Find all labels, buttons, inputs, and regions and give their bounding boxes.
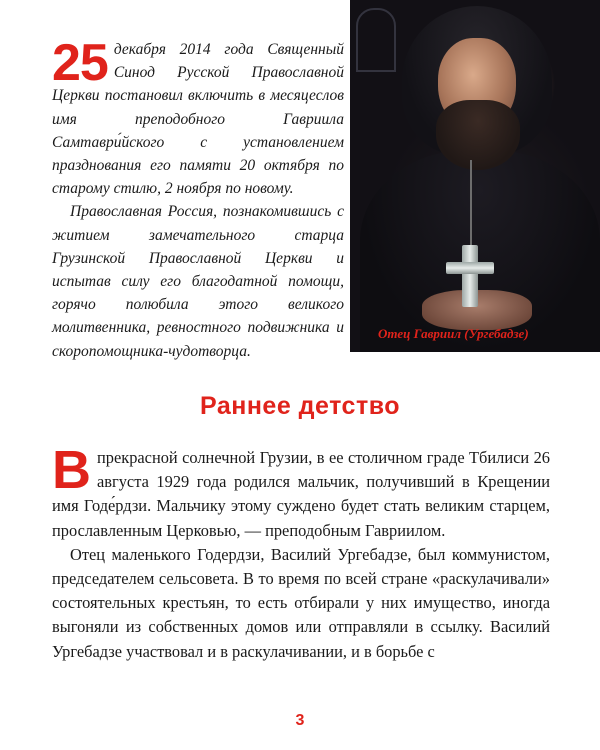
section-body — [52, 440, 550, 664]
intro-paragraph-2: Православная Россия, познакомившись с житием замечательного старца Грузинской Православной Церкви и испытав силу его благодатной помощи, горячо полюбила этого великого молитвенника, ревностного подвижника и скоропомощника-чудотворца. — [52, 203, 344, 360]
body-paragraph-1: прекрасной солнечной Грузии, в ее столичном граде Тбилиси 26 августа 1929 года родился мальчик, получивший в Крещении имя Годе́рдзи. Мальчику этому суждено будет стать великим старцем, прославленным Церковью, — преподобным Гавриилом. — [52, 448, 550, 540]
intro-text-block — [52, 34, 344, 363]
background-window-shape — [356, 8, 396, 72]
cross-chain — [470, 160, 472, 250]
portrait-photo — [350, 0, 600, 352]
drop-cap-letter: В — [52, 440, 91, 500]
photo-caption: Отец Гавриил (Ургебадзе) — [378, 326, 529, 341]
body-paragraph-2: Отец маленького Годердзи, Василий Ургебадзе, был коммунистом, председателем сельсовета. В то время по всей стране «раскулачивали» состоятельных крестьян, то есть отбирали у них имущество, иногда выгоняли из собственных домов или отправляли в ссылку. Василий Ургебадзе участвовал и в раскулачивании, и в борьбе с — [52, 544, 550, 661]
intro-paragraph-1: декабря 2014 года Священный Синод Русской Православной Церкви постановил включить в месяцеслов имя преподобного Гавриила Самтаври́йского с установлением празднования его памяти 20 октября по старому стилю, 2 ноября по новому. — [52, 41, 344, 198]
section-heading: Раннее детство — [199, 392, 401, 420]
beard-shape — [436, 100, 520, 170]
cross-icon — [462, 245, 478, 307]
page-number: 3 — [295, 712, 305, 729]
date-drop-number: 25 — [52, 34, 108, 92]
cross-bar — [446, 262, 494, 274]
